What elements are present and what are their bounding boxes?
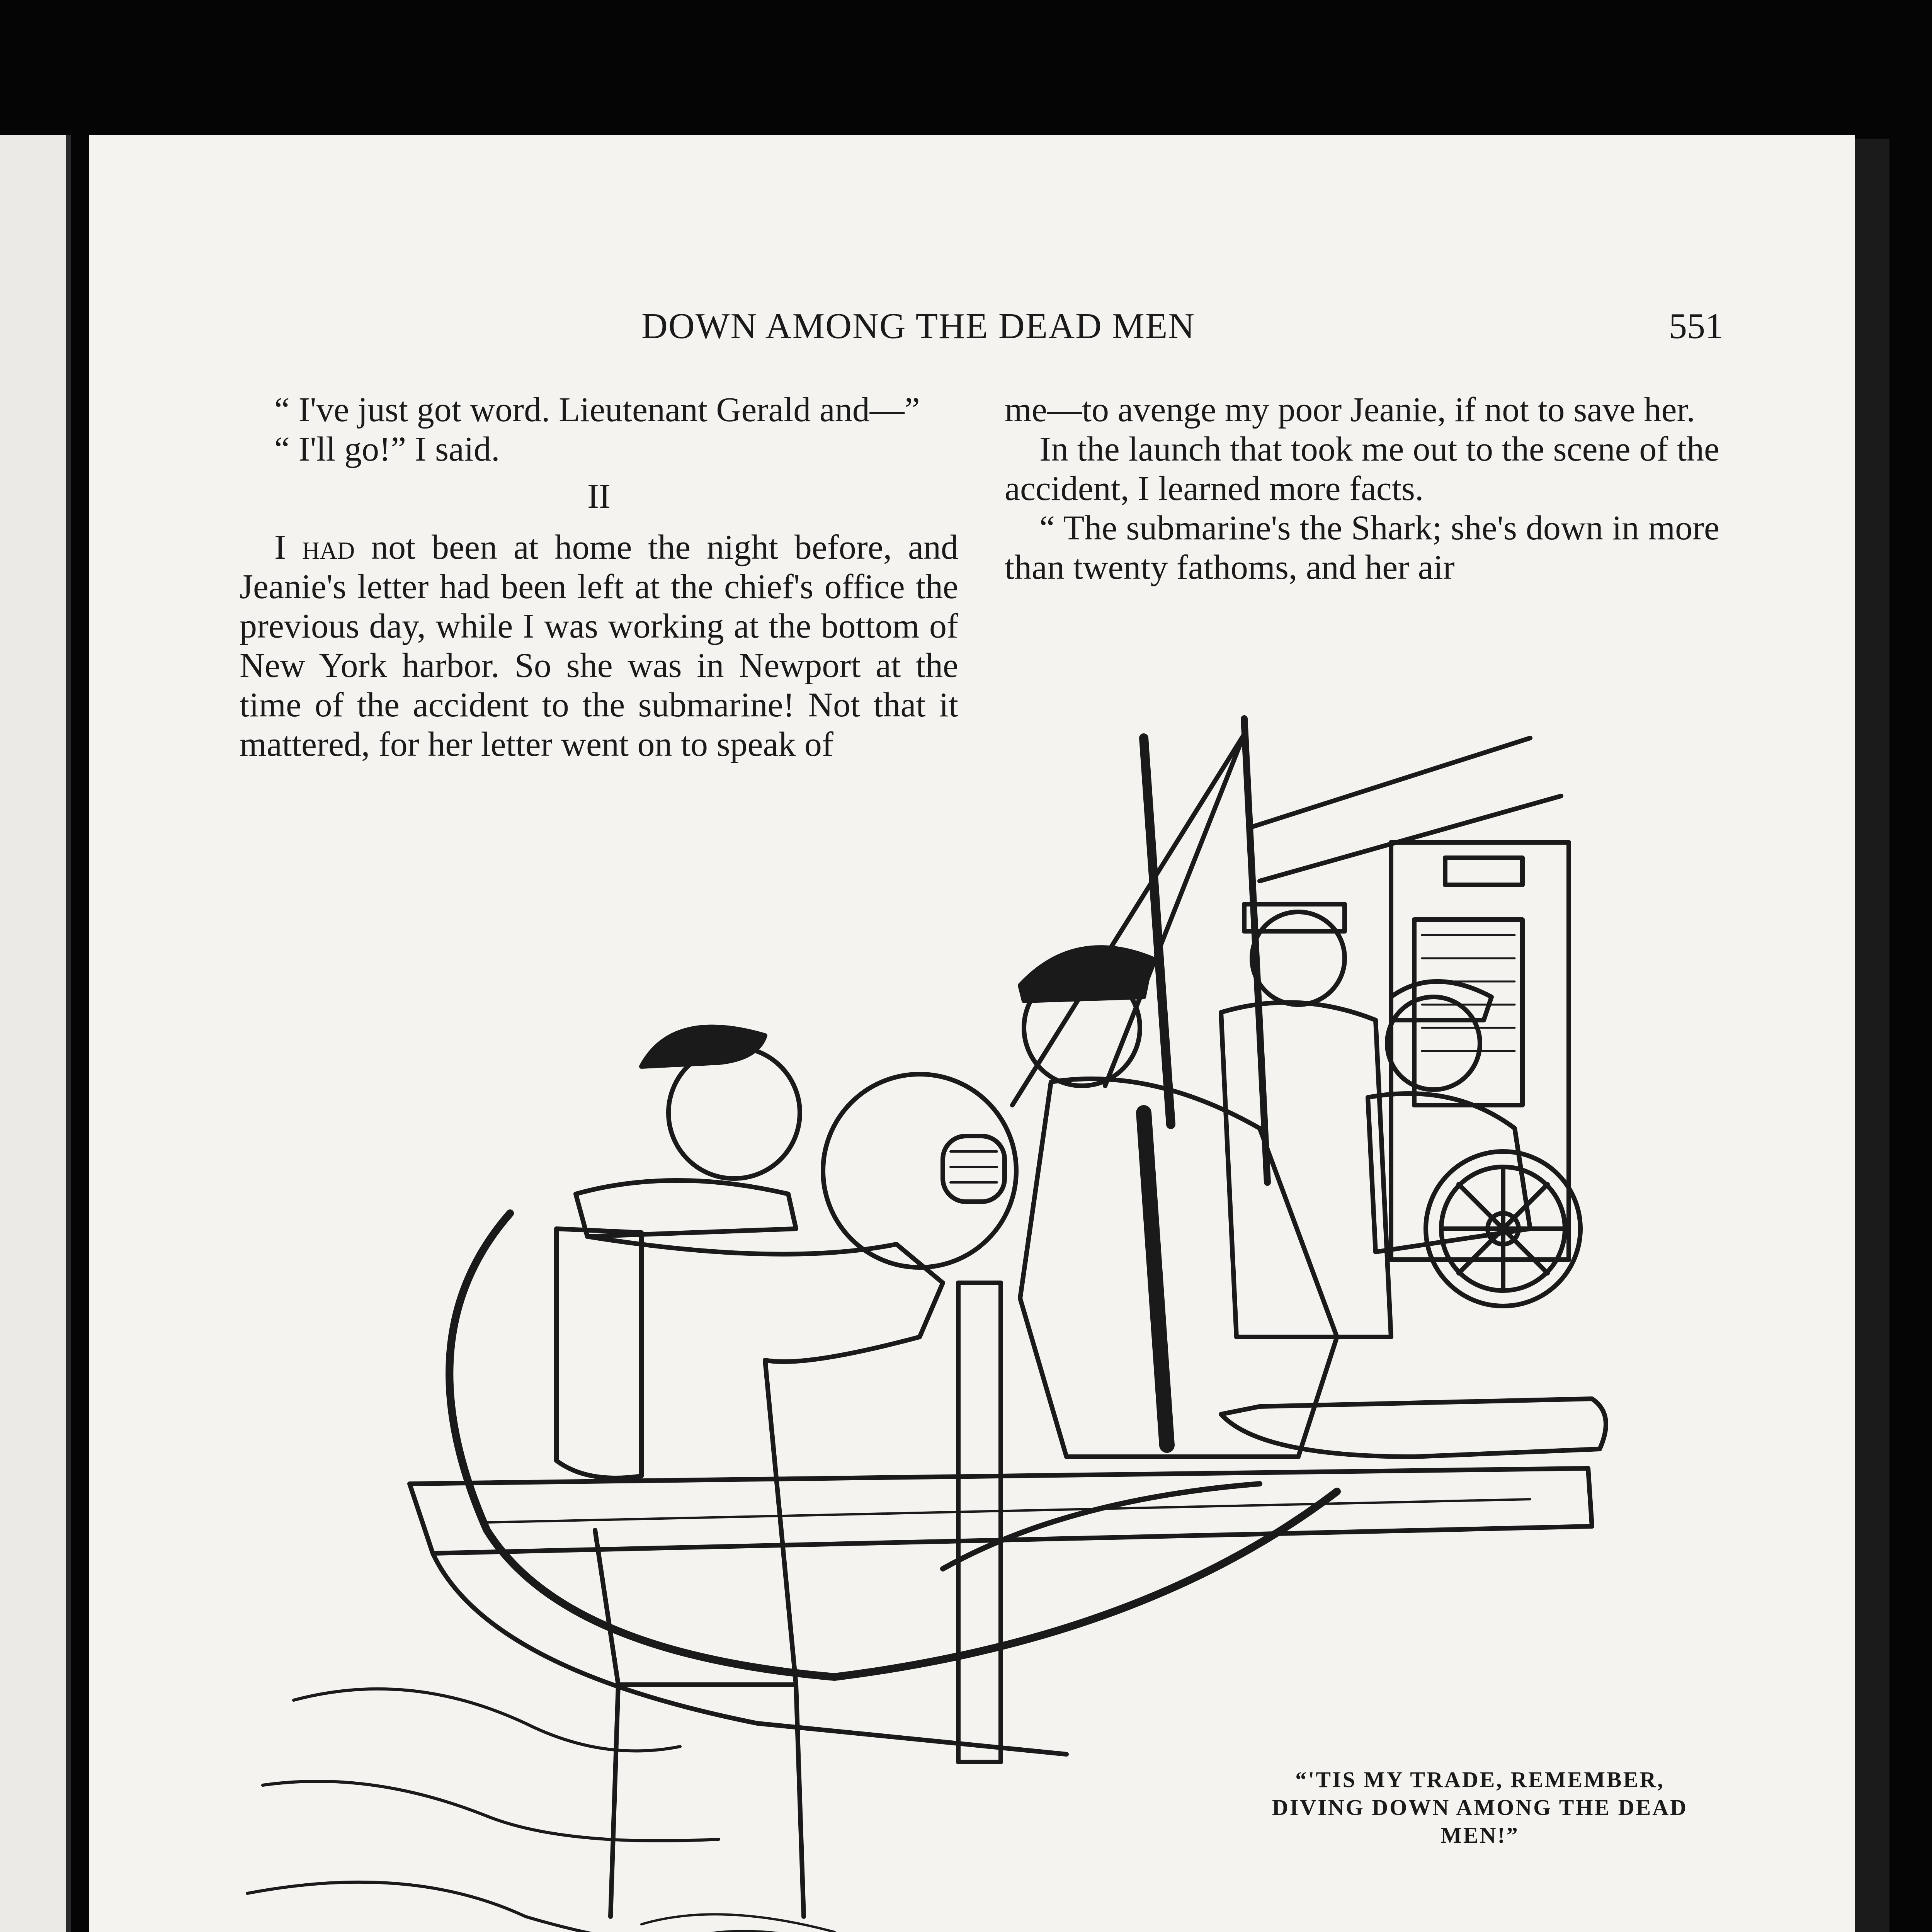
paragraph: “ I'll go!” I said.	[274, 430, 500, 468]
page-binding-edge	[1855, 139, 1889, 1932]
paragraph: “ The submarine's the Shark; she's down in more than twenty fathoms, and her air	[1005, 509, 1719, 587]
section-heading: II	[587, 477, 611, 515]
illustration-caption: “'TIS MY TRADE, REMEMBER, DIVING DOWN AMONG THE DEAD MEN!”	[1272, 1767, 1688, 1848]
paragraph: “ I've just got word. Lieutenant Gerald and—”	[274, 391, 920, 429]
column-top-right	[1005, 390, 1719, 587]
previous-page-edge	[0, 135, 71, 1932]
paragraph: me—to avenge my poor Jeanie, if not to save her.	[1005, 391, 1695, 429]
page-number: 551	[1669, 306, 1723, 346]
running-title: DOWN AMONG THE DEAD MEN	[641, 306, 1196, 346]
diver-illustration	[216, 680, 1646, 1932]
drop-lead: I had	[274, 528, 355, 566]
page-header	[641, 298, 1723, 355]
paragraph: I had not been at home the night before, and Jeanie's letter had been left at the chief's office the previous day, while I was working at the bottom of New York harbor. So she was in Newport at the time of the accident to the submarine! Not that it mattered, for her letter went on to speak of	[240, 528, 958, 764]
paragraph: In the launch that took me out to the scene of the accident, I learned more facts.	[1005, 430, 1719, 508]
